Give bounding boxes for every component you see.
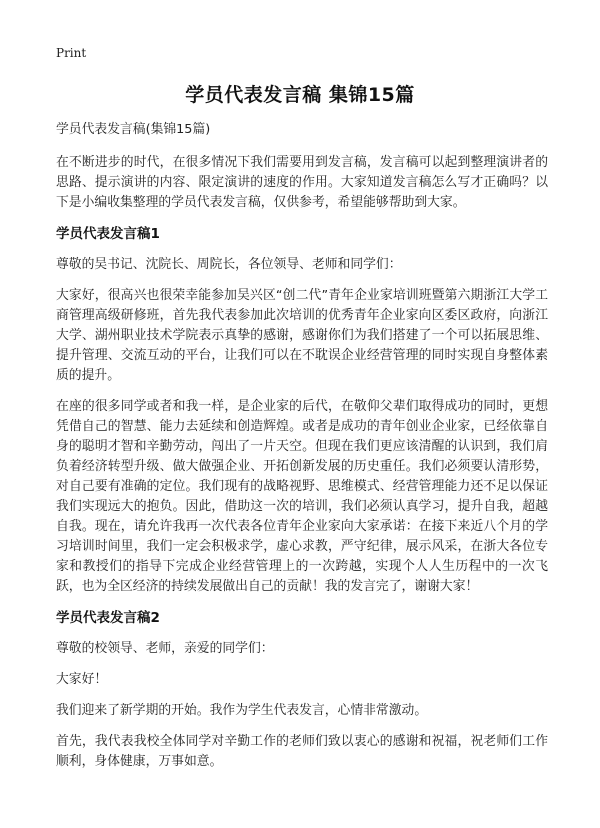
- section-2-paragraph-1: 我们迎来了新学期的开始。我作为学生代表发言，心情非常激动。: [56, 703, 428, 718]
- section-2-greeting: 大家好！: [56, 672, 108, 687]
- section-heading-2: 学员代表发言稿2: [56, 610, 160, 626]
- document-body: [56, 120, 548, 783]
- page-title: 学员代表发言稿 集锦15篇: [185, 84, 415, 106]
- section-2-paragraph-2: 首先，我代表我校全体同学对辛勤工作的老师们致以衷心的感谢和祝福，祝老师们工作顺利，身体健康，万事如意。: [56, 734, 548, 769]
- section-1-paragraph-2: 在座的很多同学或者和我一样，是企业家的后代，在敬仰父辈们取得成功的同时，更想凭借自己的智慧、能力去延续和创造辉煌。或者是成功的青年创业企业家，已经依靠自身的聪明才智和辛勤劳动，闯出了一片天空。但现在我们更应该清醒的认识到，我们肩负着经济转型升级、做大做强企业、开拓创新发展的历史重任。我们必须要认清形势，对自己要有准确的定位。我们现有的战略视野、思维模式、经营管理能力还不足以保证我们实现远大的抱负。因此，借助这一次的培训，我们必须认真学习，提升自我，超越自我。现在，请允许我再一次代表各位青年企业家向大家承诺：在接下来近八个月的学习培训时间里，我们一定会积极求学，虚心求教，严守纪律，展示风采，在浙大各位专家和教授们的指导下完成企业经营管理上的一次跨越，实现个人人生历程中的一次飞跃，也为全区经济的持续发展做出自己的贡献！我的发言完了，谢谢大家！: [56, 399, 548, 594]
- section-2-salutation: 尊敬的校领导、老师，亲爱的同学们：: [56, 641, 274, 656]
- intro-paragraph: 在不断进步的时代，在很多情况下我们需要用到发言稿，发言稿可以起到整理演讲者的思路、提示演讲的内容、限定演讲的速度的作用。大家知道发言稿怎么写才正确吗？以下是小编收集整理的学员代表发言稿，仅供参考，希望能够帮助到大家。: [56, 155, 548, 210]
- section-1-paragraph-1: 大家好，很高兴也很荣幸能参加吴兴区“创二代”青年企业家培训班暨第六期浙江大学工商管理高级研修班，首先我代表参加此次培训的优秀青年企业家向区委区政府，向浙江大学、湖州职业技术学院表示真挚的感谢，感谢你们为我们搭建了一个可以拓展思维、提升管理、交流互动的平台，让我们可以在不耽误企业经营管理的同时实现自身整体素质的提升。: [56, 288, 548, 383]
- section-heading-1: 学员代表发言稿1: [56, 226, 160, 242]
- document-subtitle: 学员代表发言稿(集锦15篇): [56, 122, 211, 137]
- section-1-salutation: 尊敬的吴书记、沈院长、周院长，各位领导、老师和同学们：: [56, 257, 402, 272]
- print-link[interactable]: Print: [56, 46, 87, 60]
